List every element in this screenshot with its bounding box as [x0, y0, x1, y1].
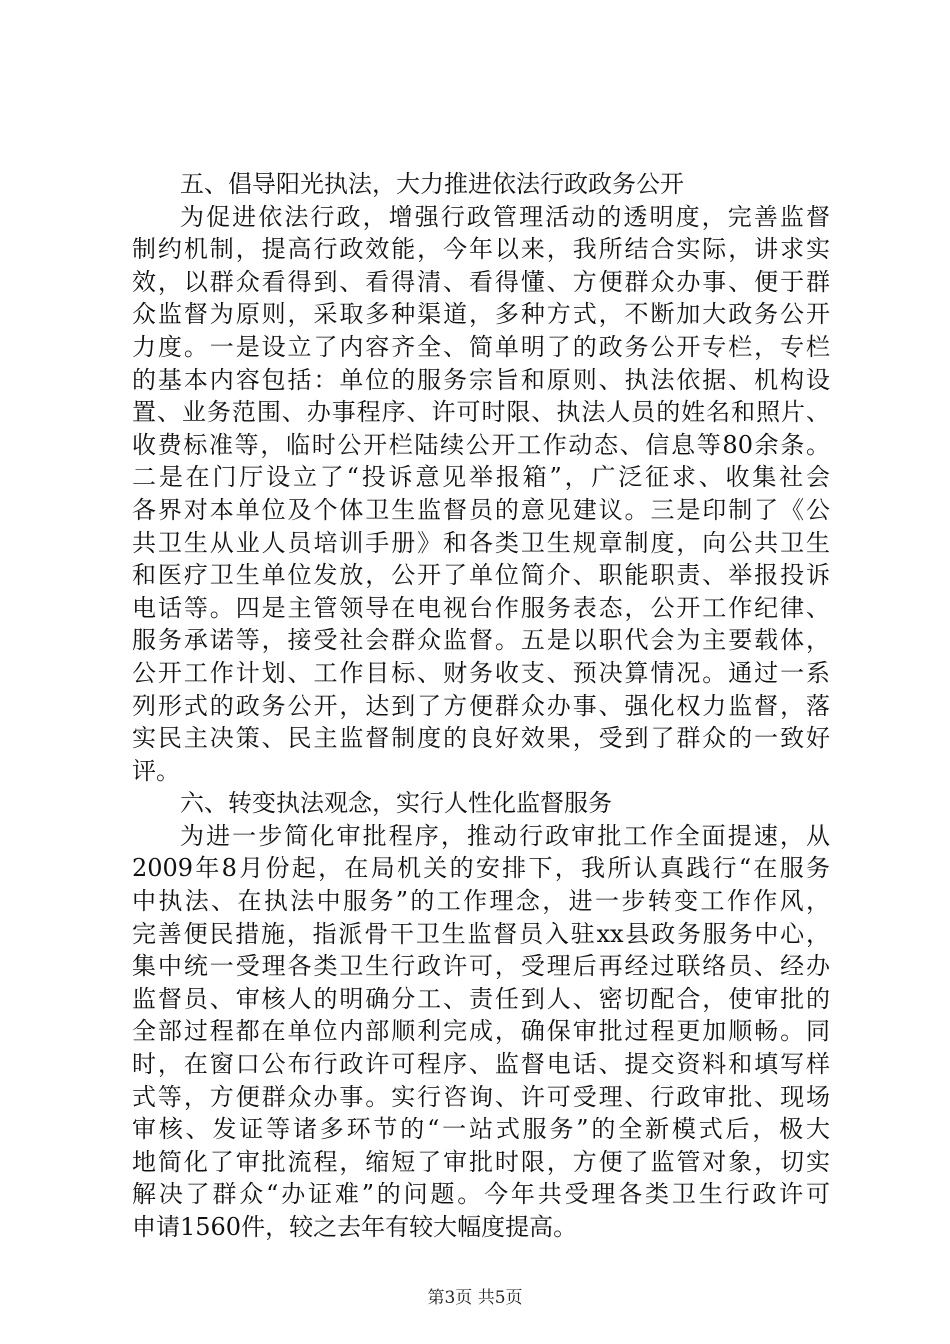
paragraph-line: 监督员、审核人的明确分工、责任到人、密切配合，使审批的 — [132, 984, 830, 1013]
paragraph-line: 为进一步简化审批程序，推动行政审批工作全面提速，从 — [180, 821, 830, 850]
paragraph-line: 的基本内容包括：单位的服务宗旨和原则、执法依据、机构设 — [132, 365, 830, 394]
document-body — [132, 168, 830, 1244]
paragraph-line: 二是在门厅设立了“投诉意见举报箱”，广泛征求、收集社会 — [132, 463, 830, 492]
paragraph-line: 审核、发证等诸多环节的“一站式服务”的全新模式后，极大 — [132, 1115, 830, 1144]
paragraph-line: 解决了群众“办证难”的问题。今年共受理各类卫生行政许可 — [132, 1180, 830, 1209]
paragraph-line: 服务承诺等，接受社会群众监督。五是以职代会为主要载体， — [132, 626, 830, 655]
paragraph-line: 众监督为原则，采取多种渠道，多种方式，不断加大政务公开 — [132, 300, 830, 329]
paragraph-line: 和医疗卫生单位发放，公开了单位简介、职能职责、举报投诉 — [132, 561, 830, 590]
paragraph-line: 收费标准等，临时公开栏陆续公开工作动态、信息等80余条。 — [132, 430, 830, 459]
paragraph-line: 电话等。四是主管领导在电视台作服务表态，公开工作纪律、 — [132, 593, 830, 622]
paragraph-line: 2009年8月份起，在局机关的安排下，我所认真践行“在服务 — [132, 854, 830, 883]
paragraph-line: 中执法、在执法中服务”的工作理念，进一步转变工作作风， — [132, 887, 830, 916]
paragraph-line: 式等，方便群众办事。实行咨询、许可受理、行政审批、现场 — [132, 1082, 830, 1111]
paragraph-line: 申请1560件，较之去年有较大幅度提高。 — [132, 1213, 578, 1241]
paragraph-line: 时，在窗口公布行政许可程序、监督电话、提交资料和填写样 — [132, 1050, 830, 1079]
paragraph-line: 全部过程都在单位内部顺利完成，确保审批过程更加顺畅。同 — [132, 1017, 830, 1046]
paragraph-line: 集中统一受理各类卫生行政许可，受理后再经过联络员、经办 — [132, 952, 830, 981]
paragraph-line: 力度。一是设立了内容齐全、简单明了的政务公开专栏，专栏 — [132, 332, 830, 361]
paragraph-line: 实民主决策、民主监督制度的良好效果，受到了群众的一致好 — [132, 724, 830, 753]
paragraph-line: 完善便民措施，指派骨干卫生监督员入驻xx县政务服务中心， — [132, 919, 830, 948]
paragraph-line: 共卫生从业人员培训手册》和各类卫生规章制度，向公共卫生 — [132, 528, 830, 557]
paragraph-line: 公开工作计划、工作目标、财务收支、预决算情况。通过一系 — [132, 658, 830, 687]
page-number-footer: 第3页 共5页 — [427, 1288, 523, 1308]
section-heading-5: 五、倡导阳光执法，大力推进依法行政政务公开 — [180, 170, 684, 198]
paragraph-line: 列形式的政务公开，达到了方便群众办事、强化权力监督，落 — [132, 691, 830, 720]
paragraph-line: 评。 — [132, 756, 180, 785]
paragraph-line: 地简化了审批流程，缩短了审批时限，方便了监管对象，切实 — [132, 1147, 830, 1176]
paragraph-line: 制约机制，提高行政效能，今年以来，我所结合实际，讲求实 — [132, 235, 830, 264]
paragraph-line: 置、业务范围、办事程序、许可时限、执法人员的姓名和照片、 — [132, 398, 830, 427]
paragraph-line: 为促进依法行政，增强行政管理活动的透明度，完善监督 — [180, 202, 830, 231]
section-heading-6: 六、转变执法观念，实行人性化监督服务 — [180, 789, 612, 818]
paragraph-line: 效，以群众看得到、看得清、看得懂、方便群众办事、便于群 — [132, 267, 830, 296]
paragraph-line: 各界对本单位及个体卫生监督员的意见建议。三是印制了《公 — [132, 495, 830, 524]
